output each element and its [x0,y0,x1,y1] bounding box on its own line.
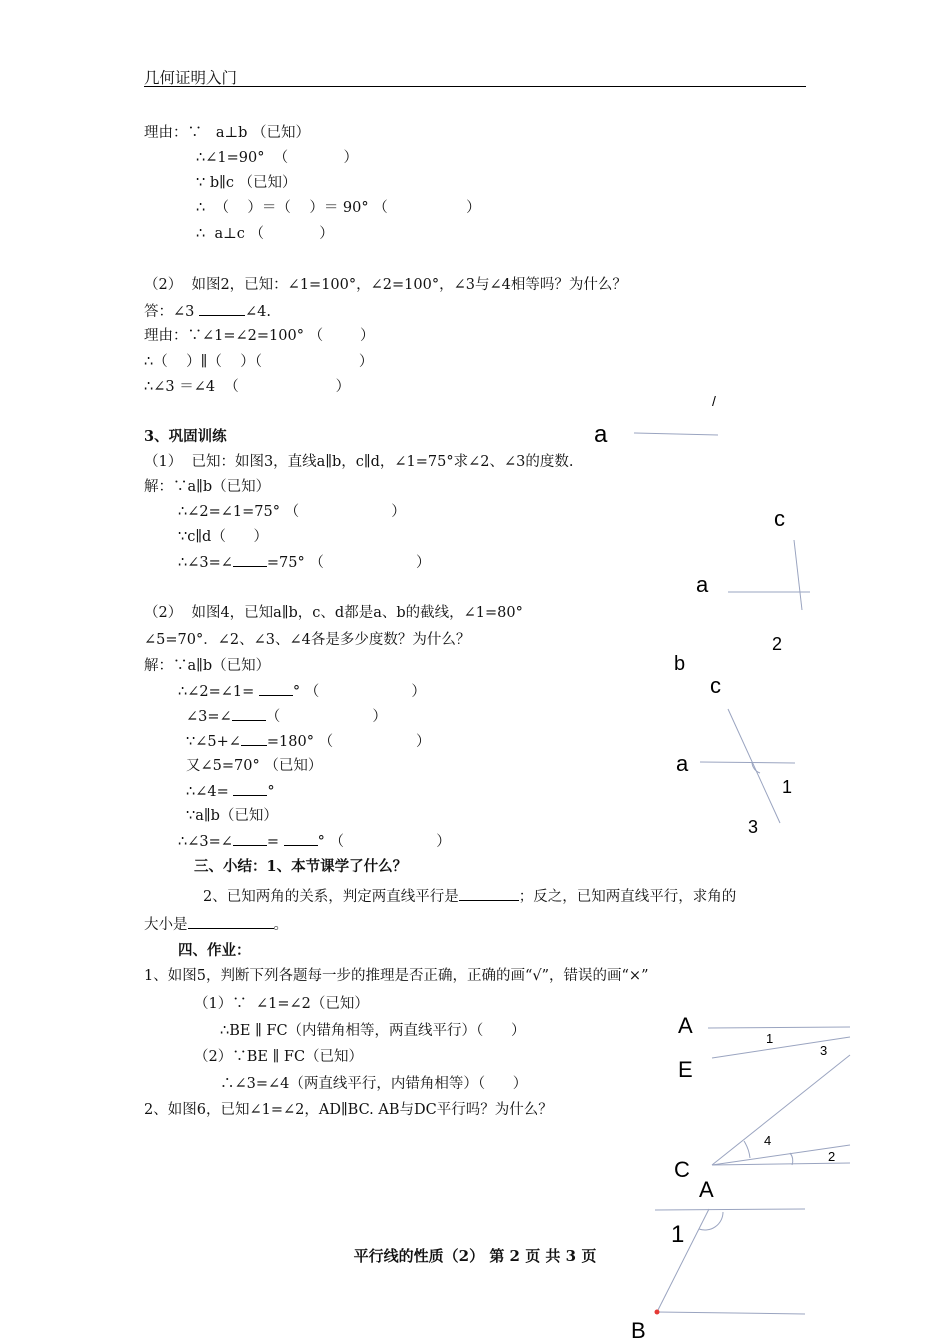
fig6-label-1: 1 [671,1221,685,1248]
text-line: ∴∠2=∠1=75° （ ） [178,504,406,520]
text-line: ∴∠1=90° （ ） [196,150,358,166]
text-line: ∴∠3 ＝∠4 （ ） [144,379,351,395]
answer-blank[interactable] [459,887,519,901]
text-line: （2）∵BE ∥ FC（已知） [194,1049,364,1065]
fig4-label-c: c [710,673,721,698]
text-line: ∵ b∥c （已知） [196,175,297,191]
text-line: 又∠5=70° （已知） [186,758,323,774]
text-line: （2） 如图2，已知：∠1=100°，∠2=100°，∠3与∠4相等吗？为什么？ [144,277,627,293]
section-heading: 四、作业： [178,942,251,959]
text-line: ∵∠5+∠ =180° （ ） [186,734,431,750]
answer-line: 答：∠3 ∠4. [144,304,271,320]
text-line: ∴ a⊥c （ ） [196,226,334,242]
text-line: ∴BE ∥ FC（内错角相等，两直线平行）（ ） [220,1023,526,1039]
fig4-label-a: a [676,751,689,776]
page-footer: 平行线的性质（2） 第 2 页 共 3 页 [353,1247,597,1265]
fig5-label-C: C [674,1157,690,1182]
text-line: ∵c∥d（ ） [178,529,268,545]
fig3-label-b: b [674,653,686,675]
text-line: ∴ （ ）＝（ ）＝ 90° （ ） [196,200,481,216]
page-header-title: 几何证明入门 [144,69,238,87]
fig5-line-ad [708,1027,850,1028]
fig6-line-ad [655,1209,805,1210]
answer-blank[interactable] [232,707,266,721]
fig4-label-3: 3 [748,817,759,837]
text-line: ∴∠4= ° [186,784,275,800]
fig5-label-1: 1 [766,1031,774,1046]
text-line: ∵a∥b（已知） [186,808,278,824]
fig3-line-c [794,540,802,610]
text-line: ∴∠3=∠4（两直线平行，内错角相等）（ ） [220,1076,528,1092]
text-line: ∴∠2=∠1= ° （ ） [178,684,426,700]
answer-blank[interactable] [233,782,267,796]
text-line: （1）∵ ∠1=∠2（已知） [194,996,369,1012]
section-heading: 三、小结：1、本节课学了什么？ [194,858,408,875]
figure-3 [670,500,810,675]
fig6-label-B: B [631,1318,646,1343]
answer-blank[interactable] [259,682,293,696]
text-line: ∴（ ）∥（ ）（ ） [144,354,374,370]
fig2-line [634,433,718,435]
fig4-label-1: 1 [782,777,793,797]
fig5-label-A: A [678,1013,693,1038]
fig5-label-2: 2 [828,1149,836,1164]
answer-blank[interactable] [241,732,267,746]
section-heading: 3、巩固训练 [144,428,227,445]
fig5-label-E: E [678,1057,693,1082]
fig5-angle-arc-2 [790,1153,793,1165]
fig4-line-c [728,709,780,823]
figure-4 [670,665,810,837]
header-rule [144,86,806,87]
fig4-line-a [700,762,795,763]
fig3-label-c: c [774,506,785,531]
text-line: （1） 已知：如图3，直线a∥b，c∥d，∠1=75°求∠2、∠3的度数. [144,454,574,470]
text-line: 大小是 。 [144,917,288,933]
fig6-label-A: A [699,1177,714,1202]
text-line: ∠5=70°．∠2、∠3、∠4各是多少度数？为什么？ [144,632,471,648]
text-line: 解：∵a∥b（已知） [144,658,271,674]
fig2-label-a: a [594,421,608,448]
text-line: ∠3=∠ （ ） [186,709,387,725]
answer-blank[interactable] [199,302,245,316]
text-line: ∴∠3=∠ =75° （ ） [178,555,431,571]
fig5-line-be [712,1037,850,1058]
fig6-point-B [655,1310,660,1315]
answer-blank[interactable] [188,915,274,929]
text-line: 2、如图6，已知∠1=∠2，AD∥BC. AB与DC平行吗？为什么？ [144,1102,553,1118]
fig2-mark: / [712,393,716,409]
fig5-label-3: 3 [820,1043,828,1058]
fig5-angle-arc [744,1141,750,1158]
figure-2 [590,390,730,450]
text-line: 解：∵a∥b（已知） [144,479,271,495]
fig3-label-2: 2 [772,634,783,654]
fig5-label-4: 4 [764,1133,772,1148]
text-line: （2） 如图4，已知a∥b，c、d都是a、b的截线，∠1=80° [144,605,523,621]
text-line: ∴∠3=∠ = ° （ ） [178,834,451,850]
text-line: 理由：∵∠1=∠2=100° （ ） [144,328,375,344]
answer-blank[interactable] [233,832,267,846]
fig6-line-bc [657,1312,805,1314]
text-line: 理由：∵ a⊥b （已知） [144,125,310,141]
text-line: 1、如图5，判断下列各题每一步的推理是否正确，正确的画“√”，错误的画“×” [144,968,649,984]
text-line: 2、已知两角的关系，判定两直线平行是 ；反之，已知两直线平行，求角的 [203,889,737,905]
answer-blank[interactable] [233,553,267,567]
figure-5 [672,1005,850,1182]
fig3-label-a: a [696,572,709,597]
answer-blank[interactable] [284,832,318,846]
